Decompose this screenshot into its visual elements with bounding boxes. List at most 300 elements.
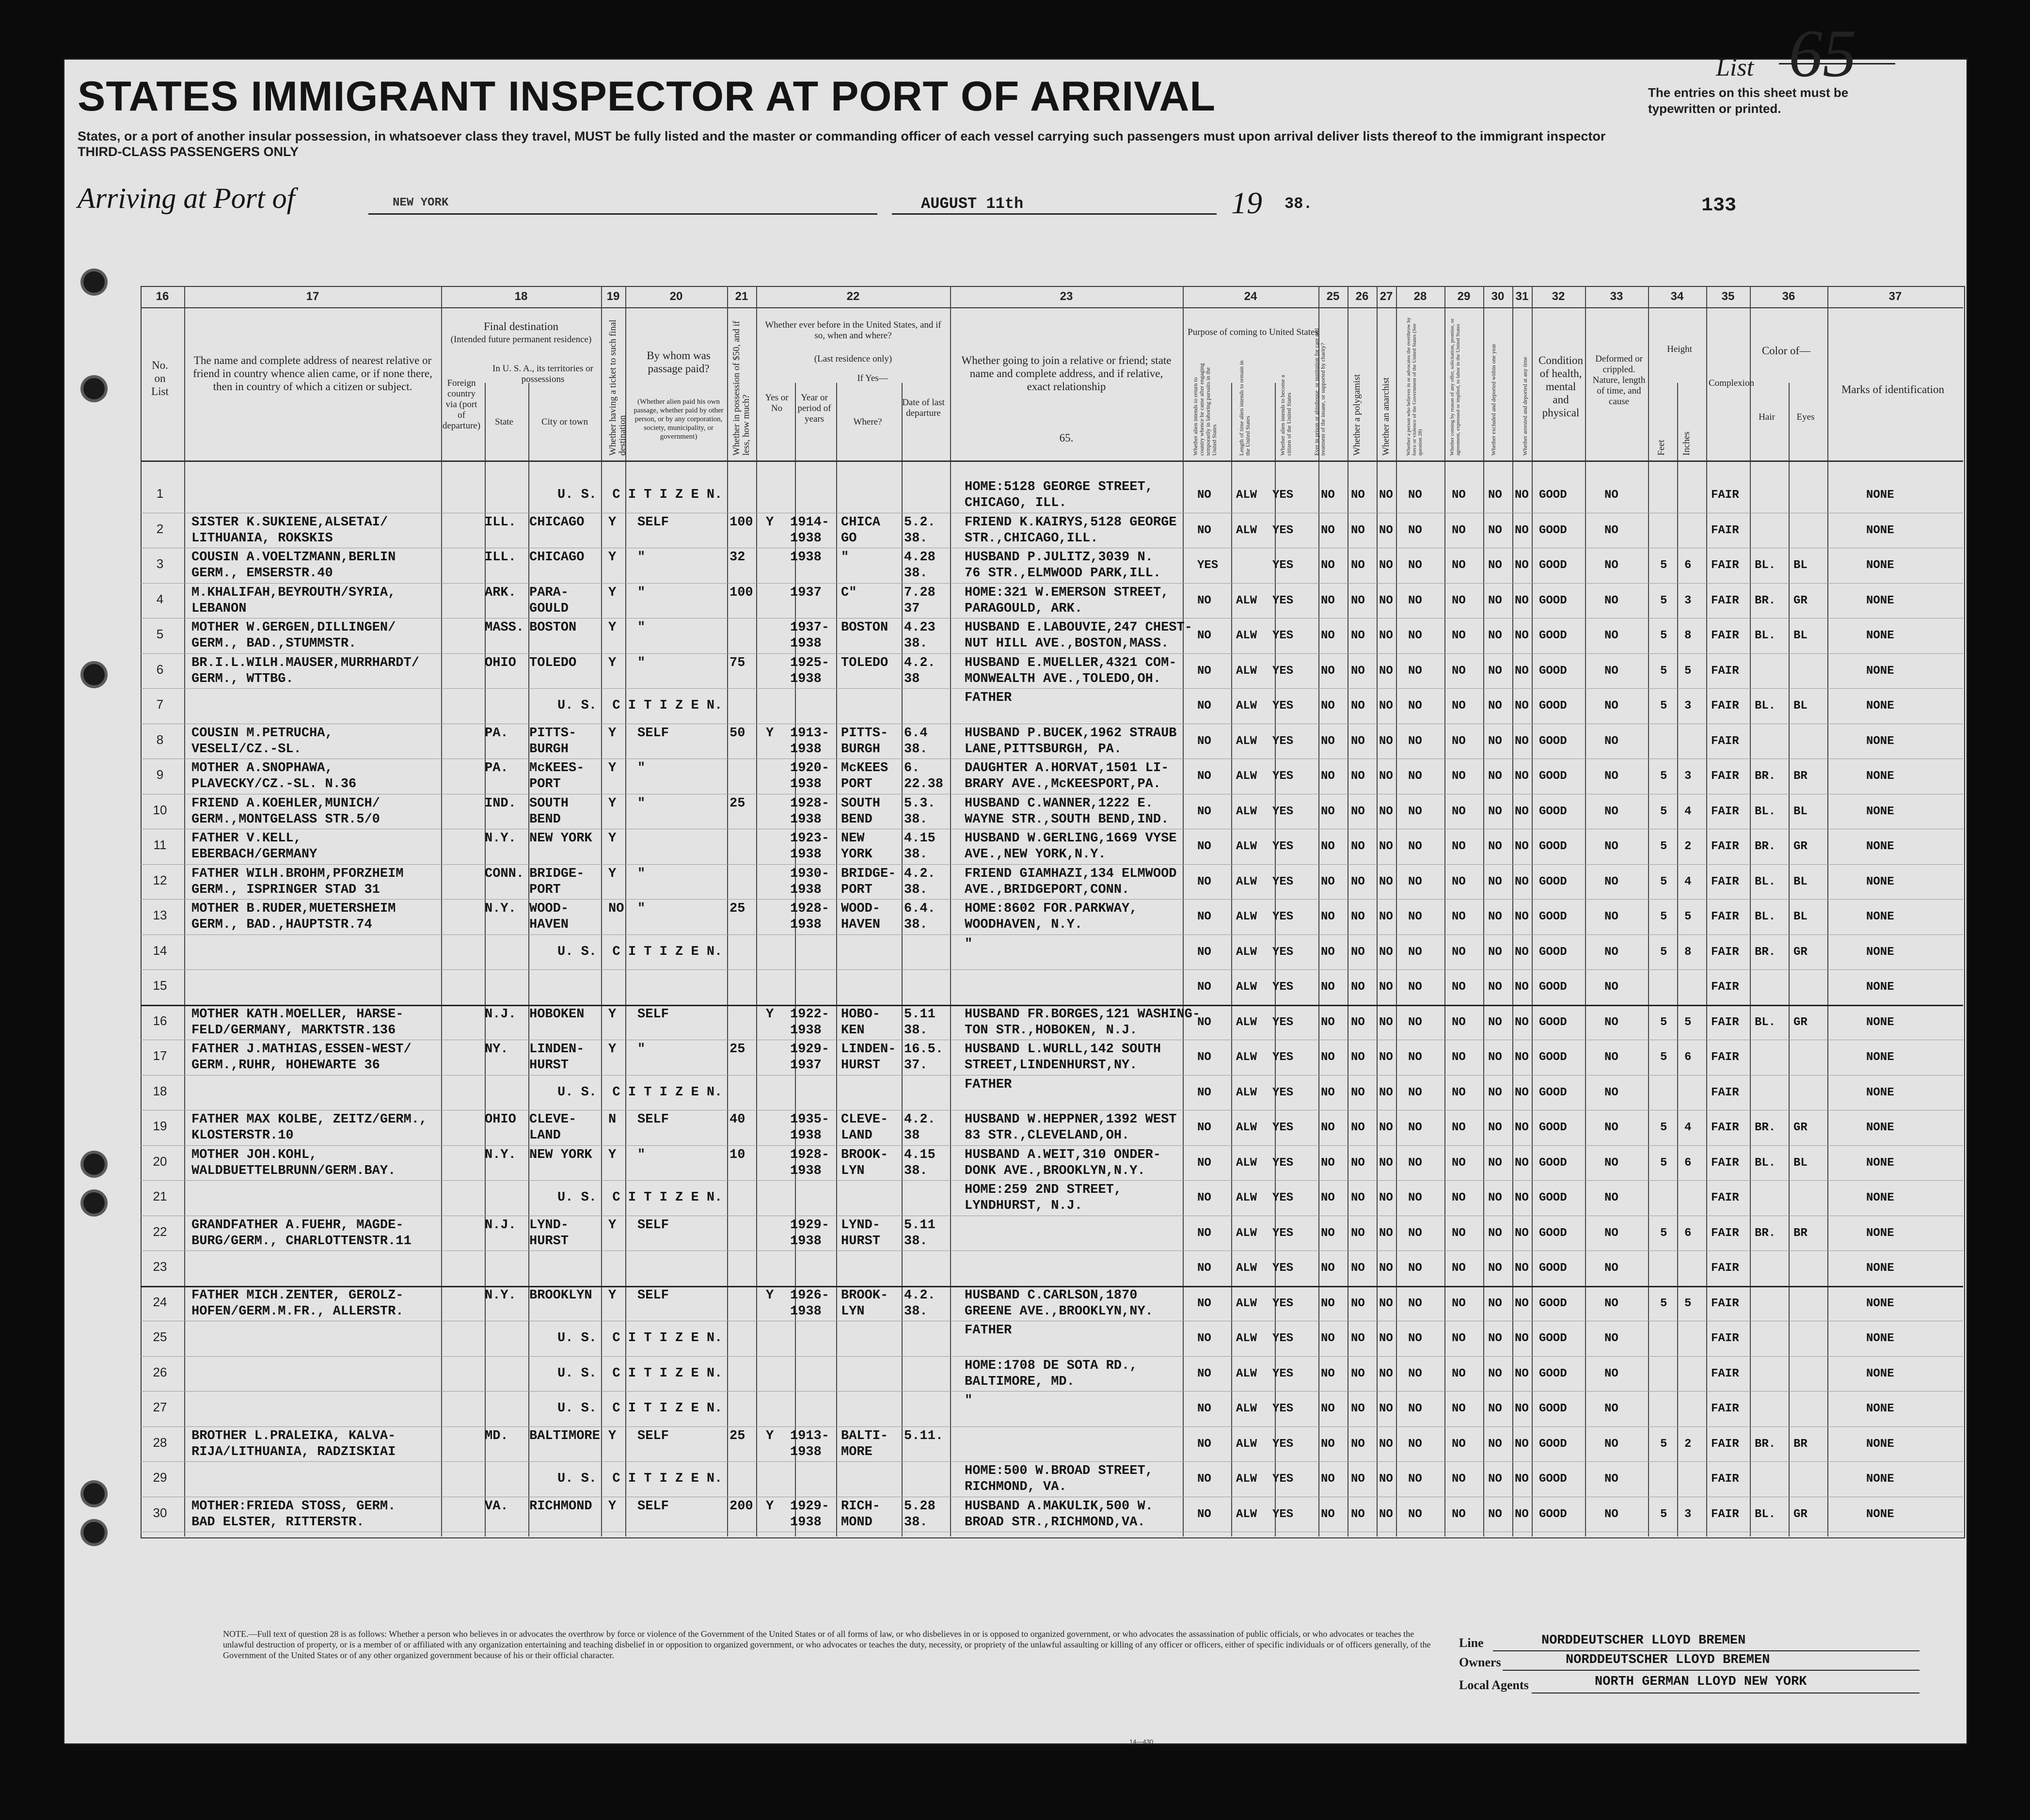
cell-purpose: NO bbox=[1197, 1507, 1211, 1521]
cell-q29: NO bbox=[1452, 1472, 1466, 1486]
cell-money: 50 bbox=[730, 726, 745, 741]
row-number: 16 bbox=[153, 1013, 167, 1028]
cell-money: 25 bbox=[730, 902, 745, 916]
cell-health: GOOD bbox=[1539, 1191, 1567, 1204]
cell-q31: NO bbox=[1515, 981, 1529, 994]
cell-deformed: NO bbox=[1604, 981, 1618, 994]
header-passage-paid-sub: (Whether alien paid his own passage, whether paid by other person, or by any corporation, society, municipality, or government) bbox=[634, 398, 724, 441]
cell-complexion: FAIR bbox=[1711, 1015, 1739, 1029]
cell-q26: NO bbox=[1351, 1262, 1365, 1275]
cell-q29: NO bbox=[1452, 1226, 1466, 1240]
cell-q29: NO bbox=[1452, 1297, 1466, 1310]
cell-deformed: NO bbox=[1604, 1262, 1618, 1275]
column-number: 27 bbox=[1380, 290, 1393, 303]
cell-hair: BR. bbox=[1755, 594, 1776, 607]
row-rule bbox=[141, 1250, 1963, 1251]
cell-q27: NO bbox=[1379, 1191, 1393, 1204]
footnote-question-28: NOTE.—Full text of question 28 is as follows: Whether a person who believes in or advocates the overthrow by force or violence of the Government of the United States or of all forms of law, or who disbelieves in or is opposed to organized government, or who advocates the assassination of public officials, or who advocates or teaches the unlawful destruction of property, or is a member of or affiliated with any organization entertaining and teaching disbelief in or opposition to organized government, or who advocates or teaches the duty, necessity, or propriety of the unlawful assaulting or killing of any officer or officers, either of specific individuals or of officers generally, of the Government of the United States or of any other organized government because of his or their official character. bbox=[223, 1629, 1431, 1660]
column-line bbox=[1183, 286, 1184, 1536]
cell-q28: NO bbox=[1408, 910, 1422, 923]
cell-citizen-note: U. S. C I T I Z E N. bbox=[557, 698, 723, 713]
cell-period: 1925- 1938 bbox=[790, 655, 830, 686]
cell-q27: NO bbox=[1379, 734, 1393, 748]
cell-q26: NO bbox=[1351, 770, 1365, 783]
cell-q26: NO bbox=[1351, 523, 1365, 537]
cell-relative: BROTHER L.PRALEIKA, KALVA- RIJA/LITHUANIA, RADZISKIAI bbox=[191, 1428, 396, 1459]
row-number: 30 bbox=[153, 1505, 167, 1520]
cell-complexion: FAIR bbox=[1711, 1437, 1739, 1451]
cell-health: GOOD bbox=[1539, 910, 1567, 923]
cell-q27: NO bbox=[1379, 629, 1393, 642]
row-number: 17 bbox=[153, 1048, 167, 1063]
cell-citizen-note: U. S. C I T I Z E N. bbox=[557, 488, 723, 502]
cell-ticket: Y bbox=[608, 1218, 617, 1233]
cell-money: 40 bbox=[730, 1112, 745, 1127]
cell-purpose: NO bbox=[1197, 1332, 1211, 1345]
cell-date: 5.11 38. bbox=[904, 1218, 936, 1249]
cell-q30: NO bbox=[1488, 910, 1502, 923]
cell-state: N.Y. bbox=[485, 831, 516, 846]
cell-ticket: Y bbox=[608, 1499, 617, 1514]
cell-date: 4.2. 38. bbox=[904, 866, 936, 897]
cell-q25: NO bbox=[1321, 1402, 1335, 1415]
cell-ticket: Y bbox=[608, 550, 617, 565]
cell-q27: NO bbox=[1379, 1472, 1393, 1486]
cell-deformed: NO bbox=[1604, 594, 1618, 607]
cell-paid: " bbox=[637, 655, 646, 670]
cell-paid: SELF bbox=[637, 726, 669, 741]
row-rule bbox=[141, 899, 1963, 900]
cell-period: 1922- 1938 bbox=[790, 1007, 830, 1038]
cell-eyes: BR bbox=[1793, 1437, 1808, 1451]
cell-q25: NO bbox=[1321, 1332, 1335, 1345]
cell-hair: BL. bbox=[1755, 1156, 1776, 1170]
cell-q29: NO bbox=[1452, 1437, 1466, 1451]
cell-q29: NO bbox=[1452, 559, 1466, 572]
column-number: 34 bbox=[1670, 290, 1684, 303]
cell-money: 32 bbox=[730, 550, 745, 565]
cell-hair: BL. bbox=[1755, 1507, 1776, 1521]
cell-citizen: YES bbox=[1272, 1156, 1294, 1170]
cell-deformed: NO bbox=[1604, 1367, 1618, 1380]
cell-city: NEW YORK bbox=[529, 831, 592, 846]
cell-inches: 4 bbox=[1684, 1121, 1692, 1134]
cell-period: 1930- 1938 bbox=[790, 866, 830, 897]
cell-length: ALW bbox=[1236, 1332, 1257, 1345]
column-number: 28 bbox=[1413, 290, 1427, 303]
cell-state: OHIO bbox=[485, 1112, 516, 1127]
cell-q30: NO bbox=[1488, 805, 1502, 818]
cell-q28: NO bbox=[1408, 1226, 1422, 1240]
cell-join: " bbox=[965, 1393, 973, 1408]
cell-city: LYND- HURST bbox=[529, 1218, 569, 1249]
cell-feet: 5 bbox=[1660, 840, 1667, 853]
cell-complexion: FAIR bbox=[1711, 1051, 1739, 1064]
header-passage-paid: By whom was passage paid? bbox=[647, 349, 711, 375]
cell-ticket: Y bbox=[608, 866, 617, 881]
cell-join: HUSBAND E.LABOUVIE,247 CHEST- NUT HILL AVE.,BOSTON,MASS. bbox=[965, 620, 1192, 651]
cell-q26: NO bbox=[1351, 1191, 1365, 1204]
header-health: Condition of health, mental and physical bbox=[1538, 354, 1583, 419]
header-no-on-list: No. on List bbox=[151, 359, 169, 397]
header-marks: Marks of identification bbox=[1841, 383, 1945, 396]
cell-q31: NO bbox=[1515, 1472, 1529, 1486]
cell-date: 6.4 38. bbox=[904, 726, 928, 757]
cell-deformed: NO bbox=[1604, 1472, 1618, 1486]
cell-q30: NO bbox=[1488, 629, 1502, 642]
row-rule bbox=[141, 1075, 1963, 1076]
cell-q27: NO bbox=[1379, 664, 1393, 678]
cell-hair: BL. bbox=[1755, 875, 1776, 888]
cell-complexion: FAIR bbox=[1711, 629, 1739, 642]
cell-paid: " bbox=[637, 796, 646, 811]
cell-hair: BL. bbox=[1755, 559, 1776, 572]
cell-marks: NONE bbox=[1866, 734, 1894, 748]
cell-q29: NO bbox=[1452, 1402, 1466, 1415]
cell-deformed: NO bbox=[1604, 734, 1618, 748]
cell-health: GOOD bbox=[1539, 805, 1567, 818]
cell-q30: NO bbox=[1488, 664, 1502, 678]
cell-marks: NONE bbox=[1866, 1191, 1894, 1204]
cell-q28: NO bbox=[1408, 1156, 1422, 1170]
cell-q29: NO bbox=[1452, 945, 1466, 959]
cell-q27: NO bbox=[1379, 523, 1393, 537]
cell-q30: NO bbox=[1488, 945, 1502, 959]
cell-q27: NO bbox=[1379, 1367, 1393, 1380]
cell-q27: NO bbox=[1379, 770, 1393, 783]
cell-q27: NO bbox=[1379, 1507, 1393, 1521]
cell-q27: NO bbox=[1379, 489, 1393, 502]
column-line bbox=[1444, 286, 1445, 1536]
cell-q25: NO bbox=[1321, 805, 1335, 818]
header-where: Where? bbox=[853, 417, 882, 427]
row-rule bbox=[141, 1145, 1963, 1146]
cell-city: CLEVE- LAND bbox=[529, 1112, 577, 1143]
cell-inches: 5 bbox=[1684, 664, 1692, 678]
column-line bbox=[1377, 286, 1378, 1536]
cell-city: BROOKLYN bbox=[529, 1288, 592, 1303]
cell-citizen: YES bbox=[1272, 770, 1294, 783]
cell-purpose: NO bbox=[1197, 629, 1211, 642]
cell-hair: BR. bbox=[1755, 945, 1776, 959]
cell-ticket: Y bbox=[608, 655, 617, 670]
row-number: 18 bbox=[153, 1083, 167, 1098]
cell-deformed: NO bbox=[1604, 1015, 1618, 1029]
cell-q28: NO bbox=[1408, 1086, 1422, 1099]
cell-q28: NO bbox=[1408, 1507, 1422, 1521]
cell-period: 1913- 1938 bbox=[790, 1428, 830, 1459]
cell-q26: NO bbox=[1351, 981, 1365, 994]
cell-complexion: FAIR bbox=[1711, 523, 1739, 537]
row-number: 21 bbox=[153, 1189, 167, 1203]
row-rule bbox=[141, 1286, 1963, 1287]
cell-period: 1928- 1938 bbox=[790, 1147, 830, 1178]
cell-health: GOOD bbox=[1539, 699, 1567, 712]
cell-relative: FRIEND A.KOEHLER,MUNICH/ GERM.,MONTGELASS STR.5/0 bbox=[191, 796, 380, 827]
cell-length: ALW bbox=[1236, 1086, 1257, 1099]
cell-marks: NONE bbox=[1866, 1332, 1894, 1345]
cell-state: ARK. bbox=[485, 585, 516, 600]
cell-length: ALW bbox=[1236, 489, 1257, 502]
cell-q25: NO bbox=[1321, 981, 1335, 994]
cell-length: ALW bbox=[1236, 1226, 1257, 1240]
cell-deformed: NO bbox=[1604, 1297, 1618, 1310]
cell-q29: NO bbox=[1452, 734, 1466, 748]
header-deformed: Deformed or crippled. Nature, length of time, and cause bbox=[1592, 354, 1646, 407]
cell-q28: NO bbox=[1408, 1472, 1422, 1486]
cell-marks: NONE bbox=[1866, 840, 1894, 853]
cell-state: PA. bbox=[485, 761, 508, 775]
cell-complexion: FAIR bbox=[1711, 805, 1739, 818]
cell-join: HUSBAND P.BUCEK,1962 STRAUB LANE,PITTSBURGH, PA. bbox=[965, 726, 1177, 757]
cell-citizen: YES bbox=[1272, 1086, 1294, 1099]
cell-marks: NONE bbox=[1866, 1051, 1894, 1064]
cell-q25: NO bbox=[1321, 1297, 1335, 1310]
cell-hair: BL. bbox=[1755, 805, 1776, 818]
cell-length: ALW bbox=[1236, 1262, 1257, 1275]
cell-hair: BR. bbox=[1755, 770, 1776, 783]
cell-health: GOOD bbox=[1539, 523, 1567, 537]
cell-health: GOOD bbox=[1539, 1051, 1567, 1064]
header-city: City or town bbox=[541, 417, 588, 427]
cell-join: HUSBAND C.CARLSON,1870 GREENE AVE.,BROOKLYN,NY. bbox=[965, 1288, 1153, 1319]
cell-q30: NO bbox=[1488, 1191, 1502, 1204]
cell-join: " bbox=[965, 936, 973, 951]
cell-state: VA. bbox=[485, 1499, 508, 1514]
cell-citizen-note: U. S. C I T I Z E N. bbox=[557, 1331, 723, 1345]
row-rule bbox=[141, 653, 1963, 654]
cell-hair: BR. bbox=[1755, 1437, 1776, 1451]
cell-citizen: YES bbox=[1272, 1332, 1294, 1345]
row-number: 5 bbox=[156, 627, 164, 641]
cell-marks: NONE bbox=[1866, 1437, 1894, 1451]
cell-money: 25 bbox=[730, 1042, 745, 1057]
list-underline bbox=[1779, 63, 1895, 64]
cell-relative: MOTHER A.SNOPHAWA, PLAVECKY/CZ.-SL. N.36 bbox=[191, 761, 357, 791]
cell-q28: NO bbox=[1408, 699, 1422, 712]
column-number: 16 bbox=[156, 290, 169, 303]
cell-eyes: BL bbox=[1793, 1156, 1808, 1170]
cell-purpose: NO bbox=[1197, 1297, 1211, 1310]
cell-marks: NONE bbox=[1866, 1121, 1894, 1134]
header-hair: Hair bbox=[1759, 412, 1775, 422]
cell-q31: NO bbox=[1515, 664, 1529, 678]
cell-q28: NO bbox=[1408, 1121, 1422, 1134]
column-line bbox=[1677, 383, 1678, 1536]
cell-eyes: BL bbox=[1793, 875, 1808, 888]
cell-q30: NO bbox=[1488, 489, 1502, 502]
cell-date: 4.28 38. bbox=[904, 550, 936, 581]
column-number: 19 bbox=[606, 290, 620, 303]
cell-feet: 5 bbox=[1660, 1437, 1667, 1451]
date-underline bbox=[892, 213, 1217, 215]
cell-q25: NO bbox=[1321, 699, 1335, 712]
cell-state: N.Y. bbox=[485, 1147, 516, 1162]
cell-where: " bbox=[841, 550, 849, 565]
cell-purpose: YES bbox=[1197, 559, 1219, 572]
column-number: 22 bbox=[846, 290, 860, 303]
cell-eyes: BL bbox=[1793, 699, 1808, 712]
cell-date: 4.15 38. bbox=[904, 831, 936, 862]
cell-q31: NO bbox=[1515, 699, 1529, 712]
row-number: 6 bbox=[156, 662, 164, 677]
cell-length: ALW bbox=[1236, 1156, 1257, 1170]
cell-ticket: Y bbox=[608, 1042, 617, 1057]
cell-complexion: FAIR bbox=[1711, 1507, 1739, 1521]
cell-period: 1935- 1938 bbox=[790, 1112, 830, 1143]
cell-purpose: NO bbox=[1197, 1367, 1211, 1380]
cell-citizen: YES bbox=[1272, 875, 1294, 888]
cell-join: HUSBAND A.WEIT,310 ONDER- DONK AVE.,BROOKLYN,N.Y. bbox=[965, 1147, 1161, 1178]
header-polygamist: Whether a polygamist bbox=[1352, 374, 1362, 456]
cell-q30: NO bbox=[1488, 1086, 1502, 1099]
page-subtitle: States, or a port of another insular possession, in whatsoever class they travel, MUST be fully listed and the master or commanding officer of each vessel carrying such passengers must upon arrival deliver lists thereof to the immigrant inspector THIRD-CLASS PASSENGERS ONLY bbox=[78, 129, 1606, 159]
cell-q28: NO bbox=[1408, 629, 1422, 642]
row-number: 13 bbox=[153, 908, 167, 922]
cell-purpose: NO bbox=[1197, 770, 1211, 783]
cell-date: 5.3. 38. bbox=[904, 796, 936, 827]
cell-where: BRIDGE- PORT bbox=[841, 866, 896, 897]
cell-purpose: NO bbox=[1197, 1156, 1211, 1170]
cell-marks: NONE bbox=[1866, 910, 1894, 923]
cell-ticket: Y bbox=[608, 620, 617, 635]
cell-q28: NO bbox=[1408, 770, 1422, 783]
cell-where: RICH- MOND bbox=[841, 1499, 881, 1530]
column-number: 25 bbox=[1326, 290, 1340, 303]
row-number: 23 bbox=[153, 1259, 167, 1274]
cell-q31: NO bbox=[1515, 1507, 1529, 1521]
cell-feet: 5 bbox=[1660, 805, 1667, 818]
cell-q29: NO bbox=[1452, 594, 1466, 607]
cell-marks: NONE bbox=[1866, 1156, 1894, 1170]
cell-citizen: YES bbox=[1272, 664, 1294, 678]
cell-deformed: NO bbox=[1604, 1507, 1618, 1521]
cell-q31: NO bbox=[1515, 1156, 1529, 1170]
cell-complexion: FAIR bbox=[1711, 1226, 1739, 1240]
cell-q29: NO bbox=[1452, 805, 1466, 818]
cell-state: ILL. bbox=[485, 550, 516, 565]
header-purpose: Purpose of coming to United States bbox=[1188, 327, 1318, 337]
cell-relative: M.KHALIFAH,BEYROUTH/SYRIA, LEBANON bbox=[191, 585, 396, 616]
cell-q30: NO bbox=[1488, 1367, 1502, 1380]
cell-eyes: BL bbox=[1793, 805, 1808, 818]
cell-paid: SELF bbox=[637, 1288, 669, 1303]
cell-join: HUSBAND W.GERLING,1669 VYSE AVE.,NEW YORK,N.Y. bbox=[965, 831, 1177, 862]
cell-length: ALW bbox=[1236, 1051, 1257, 1064]
cell-city: RICHMOND bbox=[529, 1499, 592, 1514]
header-divider bbox=[141, 460, 1963, 462]
cell-complexion: FAIR bbox=[1711, 489, 1739, 502]
cell-inches: 4 bbox=[1684, 875, 1692, 888]
cell-ticket: NO bbox=[608, 902, 624, 916]
cell-hair: BL. bbox=[1755, 629, 1776, 642]
owners-underline bbox=[1503, 1670, 1919, 1671]
cell-q30: NO bbox=[1488, 734, 1502, 748]
cell-hair: BL. bbox=[1755, 1015, 1776, 1029]
cell-health: GOOD bbox=[1539, 1472, 1567, 1486]
cell-citizen: YES bbox=[1272, 1226, 1294, 1240]
header-ever-before-sub: (Last residence only) bbox=[814, 354, 892, 364]
cell-q28: NO bbox=[1408, 1332, 1422, 1345]
cell-city: LINDEN- HURST bbox=[529, 1042, 585, 1073]
cell-q30: NO bbox=[1488, 1472, 1502, 1486]
cell-marks: NONE bbox=[1866, 770, 1894, 783]
cell-feet: 5 bbox=[1660, 629, 1667, 642]
cell-before: Y bbox=[766, 1428, 774, 1443]
cell-relative: MOTHER B.RUDER,MUETERSHEIM GERM., BAD.,HAUPTSTR.74 bbox=[191, 902, 396, 932]
cell-eyes: GR bbox=[1793, 594, 1808, 607]
cell-date: 4.2. 38 bbox=[904, 1112, 936, 1143]
cell-join: HOME:321 W.EMERSON STREET, PARAGOULD, ARK. bbox=[965, 585, 1169, 616]
cell-q27: NO bbox=[1379, 840, 1393, 853]
column-line bbox=[625, 286, 626, 1536]
cell-q25: NO bbox=[1321, 1121, 1335, 1134]
column-number: 36 bbox=[1782, 290, 1795, 303]
cell-q30: NO bbox=[1488, 1226, 1502, 1240]
cell-purpose: NO bbox=[1197, 1086, 1211, 1099]
cell-relative: COUSIN A.VOELTZMANN,BERLIN GERM., EMSERSTR.40 bbox=[191, 550, 396, 581]
cell-period: 1929- 1937 bbox=[790, 1042, 830, 1073]
cell-citizen: YES bbox=[1272, 1051, 1294, 1064]
cell-q27: NO bbox=[1379, 1297, 1393, 1310]
cell-health: GOOD bbox=[1539, 734, 1567, 748]
cell-period: 1913- 1938 bbox=[790, 726, 830, 757]
header-final-destination-sub: (Intended future permanent residence) bbox=[450, 334, 592, 345]
cell-citizen: YES bbox=[1272, 1367, 1294, 1380]
cell-join: FATHER bbox=[965, 1323, 1012, 1338]
cell-eyes: BL bbox=[1793, 629, 1808, 642]
column-number: 35 bbox=[1721, 290, 1735, 303]
cell-paid: " bbox=[637, 761, 646, 775]
cell-citizen-note: U. S. C I T I Z E N. bbox=[557, 944, 723, 959]
cell-marks: NONE bbox=[1866, 945, 1894, 959]
cell-citizen: YES bbox=[1272, 734, 1294, 748]
cell-period: 1926- 1938 bbox=[790, 1288, 830, 1319]
cell-date: 5.11. bbox=[904, 1428, 944, 1443]
cell-deformed: NO bbox=[1604, 1156, 1618, 1170]
cell-q26: NO bbox=[1351, 1367, 1365, 1380]
cell-q31: NO bbox=[1515, 1226, 1529, 1240]
cell-citizen-note: U. S. C I T I Z E N. bbox=[557, 1472, 723, 1486]
cell-join: FRIEND GIAMHAZI,134 ELMWOOD AVE.,BRIDGEPORT,CONN. bbox=[965, 866, 1177, 897]
cell-health: GOOD bbox=[1539, 594, 1567, 607]
cell-marks: NONE bbox=[1866, 1262, 1894, 1275]
row-number: 9 bbox=[156, 767, 164, 782]
cell-paid: SELF bbox=[637, 1112, 669, 1127]
cell-where: BROOK- LYN bbox=[841, 1147, 888, 1178]
cell-q31: NO bbox=[1515, 1121, 1529, 1134]
cell-marks: NONE bbox=[1866, 629, 1894, 642]
row-number: 10 bbox=[153, 802, 167, 817]
cell-state: IND. bbox=[485, 796, 516, 811]
row-number: 26 bbox=[153, 1364, 167, 1379]
cell-deformed: NO bbox=[1604, 629, 1618, 642]
cell-city: CHICAGO bbox=[529, 515, 585, 530]
cell-relative: BR.I.L.WILH.MAUSER,MURRHARDT/ GERM., WTTBG. bbox=[191, 655, 419, 686]
header-final-destination: Final destination bbox=[484, 320, 558, 332]
cell-purpose: NO bbox=[1197, 664, 1211, 678]
cell-join: HUSBAND E.MUELLER,4321 COM- MONWEALTH AVE.,TOLEDO,OH. bbox=[965, 655, 1177, 686]
cell-complexion: FAIR bbox=[1711, 910, 1739, 923]
header-in-usa: In U. S. A., its territories or possessions bbox=[492, 364, 593, 384]
cell-q31: NO bbox=[1515, 523, 1529, 537]
cell-feet: 5 bbox=[1660, 1015, 1667, 1029]
header-purpose-return: Whether alien intends to return to country whence he came after engaging temporarily in laboring pursuits in the United States bbox=[1192, 363, 1218, 456]
cell-period: 1923- 1938 bbox=[790, 831, 830, 862]
cell-q26: NO bbox=[1351, 840, 1365, 853]
cell-q28: NO bbox=[1408, 594, 1422, 607]
cell-complexion: FAIR bbox=[1711, 699, 1739, 712]
